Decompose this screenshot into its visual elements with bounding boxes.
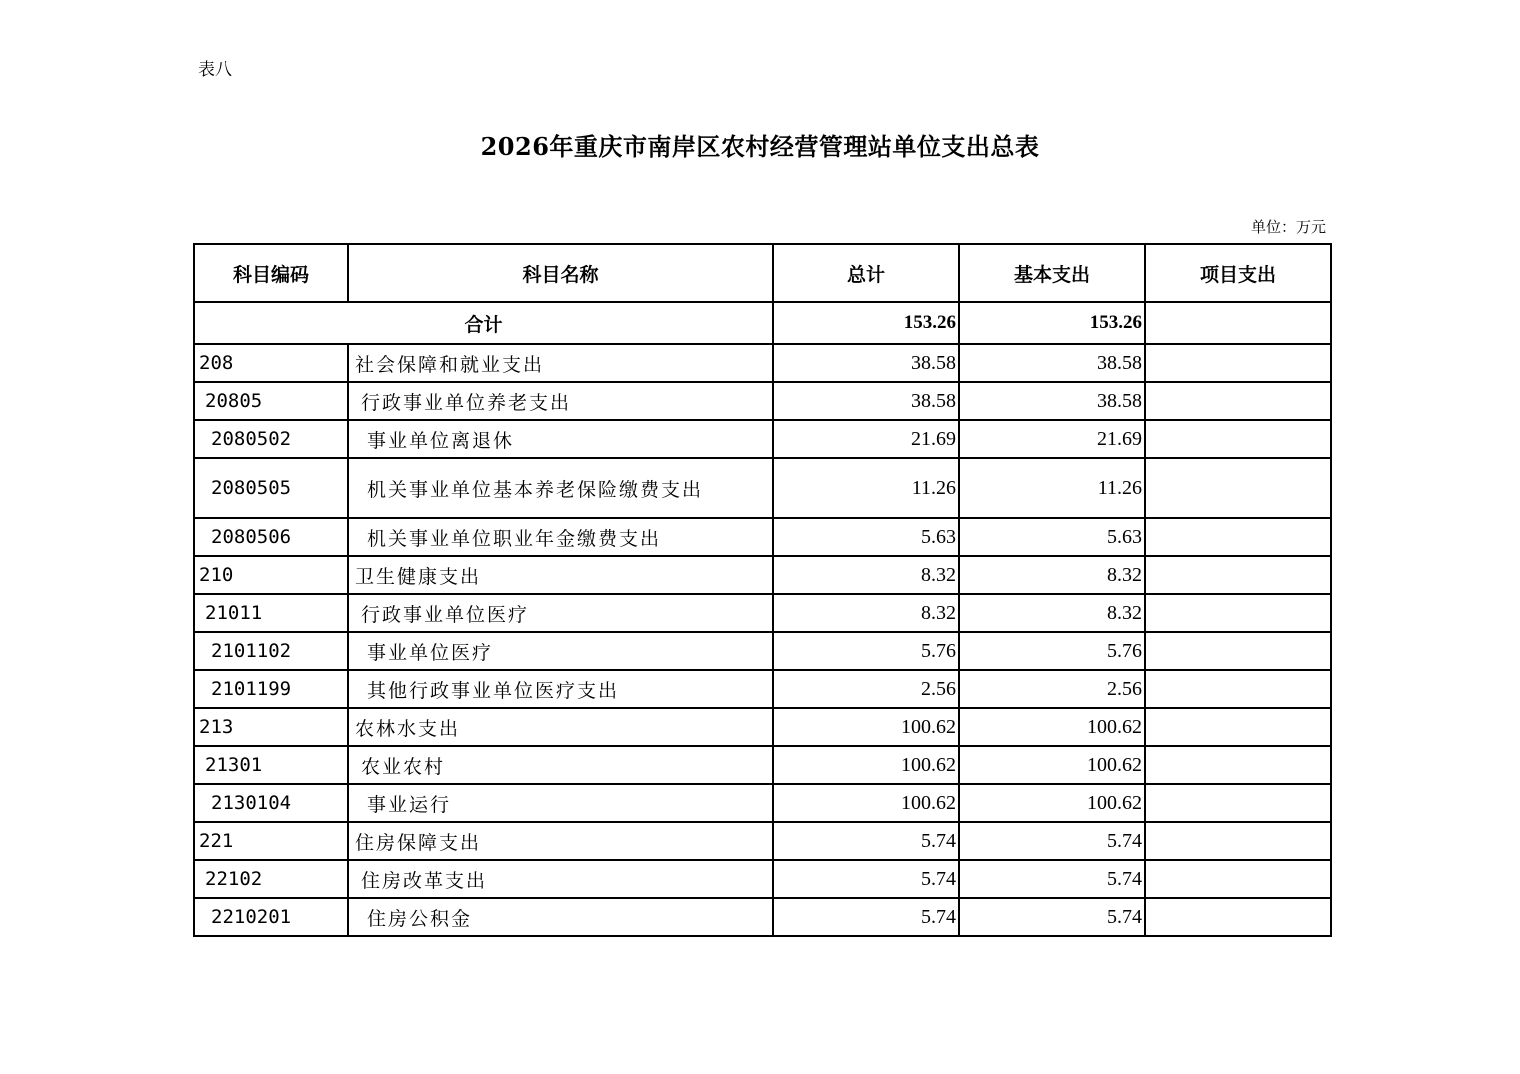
row-total: 100.62 — [773, 746, 959, 784]
column-header-code: 科目编码 — [194, 244, 348, 302]
table-row — [194, 594, 1331, 632]
table-row — [194, 708, 1331, 746]
total-project — [1145, 302, 1331, 344]
row-project — [1145, 632, 1331, 670]
unit-label: 单位：万元 — [1250, 218, 1326, 236]
row-basic: 2.56 — [959, 670, 1145, 708]
row-name: 住房保障支出 — [348, 822, 773, 860]
page-title: 2026年重庆市南岸区农村经营管理站单位支出总表 — [480, 132, 1040, 161]
total-basic: 153.26 — [959, 302, 1145, 344]
total-row — [194, 302, 1331, 344]
row-total: 38.58 — [773, 344, 959, 382]
row-name: 行政事业单位养老支出 — [348, 382, 773, 420]
row-code: 208 — [194, 344, 348, 382]
row-total: 100.62 — [773, 708, 959, 746]
table-header-row — [194, 244, 1331, 302]
table-row — [194, 344, 1331, 382]
row-code: 21301 — [194, 746, 348, 784]
table-row — [194, 670, 1331, 708]
row-code: 210 — [194, 556, 348, 594]
table-row — [194, 746, 1331, 784]
table-number-label: 表八 — [198, 60, 232, 80]
row-basic: 8.32 — [959, 594, 1145, 632]
row-basic: 38.58 — [959, 382, 1145, 420]
row-code: 20805 — [194, 382, 348, 420]
total-sum: 153.26 — [773, 302, 959, 344]
table-row — [194, 898, 1331, 936]
row-name: 农林水支出 — [348, 708, 773, 746]
row-total: 38.58 — [773, 382, 959, 420]
row-total: 8.32 — [773, 556, 959, 594]
row-total: 100.62 — [773, 784, 959, 822]
row-basic: 100.62 — [959, 784, 1145, 822]
row-project — [1145, 556, 1331, 594]
row-name: 机关事业单位职业年金缴费支出 — [348, 518, 773, 556]
row-name: 社会保障和就业支出 — [348, 344, 773, 382]
column-header-basic: 基本支出 — [959, 244, 1145, 302]
row-project — [1145, 344, 1331, 382]
row-code: 213 — [194, 708, 348, 746]
row-code: 2080505 — [194, 458, 348, 518]
row-code: 2080502 — [194, 420, 348, 458]
row-basic: 38.58 — [959, 344, 1145, 382]
column-header-name: 科目名称 — [348, 244, 773, 302]
row-total: 21.69 — [773, 420, 959, 458]
row-code: 21011 — [194, 594, 348, 632]
table-row — [194, 822, 1331, 860]
row-project — [1145, 382, 1331, 420]
table-row — [194, 556, 1331, 594]
column-header-project: 项目支出 — [1145, 244, 1331, 302]
row-name: 机关事业单位基本养老保险缴费支出 — [348, 458, 773, 518]
row-code: 2101199 — [194, 670, 348, 708]
expenditure-table — [193, 243, 1332, 937]
row-basic: 5.76 — [959, 632, 1145, 670]
table-row — [194, 784, 1331, 822]
row-total: 5.74 — [773, 860, 959, 898]
row-project — [1145, 518, 1331, 556]
row-total: 2.56 — [773, 670, 959, 708]
column-header-total: 总计 — [773, 244, 959, 302]
row-code: 2210201 — [194, 898, 348, 936]
row-total: 8.32 — [773, 594, 959, 632]
row-project — [1145, 898, 1331, 936]
row-name: 事业运行 — [348, 784, 773, 822]
row-basic: 5.63 — [959, 518, 1145, 556]
row-basic: 5.74 — [959, 898, 1145, 936]
row-code: 2080506 — [194, 518, 348, 556]
row-name: 卫生健康支出 — [348, 556, 773, 594]
row-code: 22102 — [194, 860, 348, 898]
row-name: 事业单位医疗 — [348, 632, 773, 670]
table-row — [194, 420, 1331, 458]
row-project — [1145, 420, 1331, 458]
row-name: 事业单位离退休 — [348, 420, 773, 458]
row-name: 行政事业单位医疗 — [348, 594, 773, 632]
row-code: 2101102 — [194, 632, 348, 670]
table-row — [194, 382, 1331, 420]
row-project — [1145, 784, 1331, 822]
row-total: 5.74 — [773, 822, 959, 860]
table-row — [194, 860, 1331, 898]
row-basic: 5.74 — [959, 822, 1145, 860]
table-row — [194, 632, 1331, 670]
row-basic: 100.62 — [959, 746, 1145, 784]
row-project — [1145, 594, 1331, 632]
row-name: 住房公积金 — [348, 898, 773, 936]
row-total: 5.74 — [773, 898, 959, 936]
row-project — [1145, 670, 1331, 708]
row-project — [1145, 458, 1331, 518]
row-code: 2130104 — [194, 784, 348, 822]
row-total: 5.63 — [773, 518, 959, 556]
row-code: 221 — [194, 822, 348, 860]
row-basic: 100.62 — [959, 708, 1145, 746]
table-row — [194, 518, 1331, 556]
table-row — [194, 458, 1331, 518]
row-basic: 5.74 — [959, 860, 1145, 898]
row-basic: 21.69 — [959, 420, 1145, 458]
total-label: 合计 — [194, 302, 773, 344]
row-project — [1145, 746, 1331, 784]
row-project — [1145, 860, 1331, 898]
row-basic: 8.32 — [959, 556, 1145, 594]
row-basic: 11.26 — [959, 458, 1145, 518]
row-project — [1145, 822, 1331, 860]
row-total: 11.26 — [773, 458, 959, 518]
row-name: 住房改革支出 — [348, 860, 773, 898]
row-total: 5.76 — [773, 632, 959, 670]
row-name: 农业农村 — [348, 746, 773, 784]
row-name: 其他行政事业单位医疗支出 — [348, 670, 773, 708]
row-project — [1145, 708, 1331, 746]
